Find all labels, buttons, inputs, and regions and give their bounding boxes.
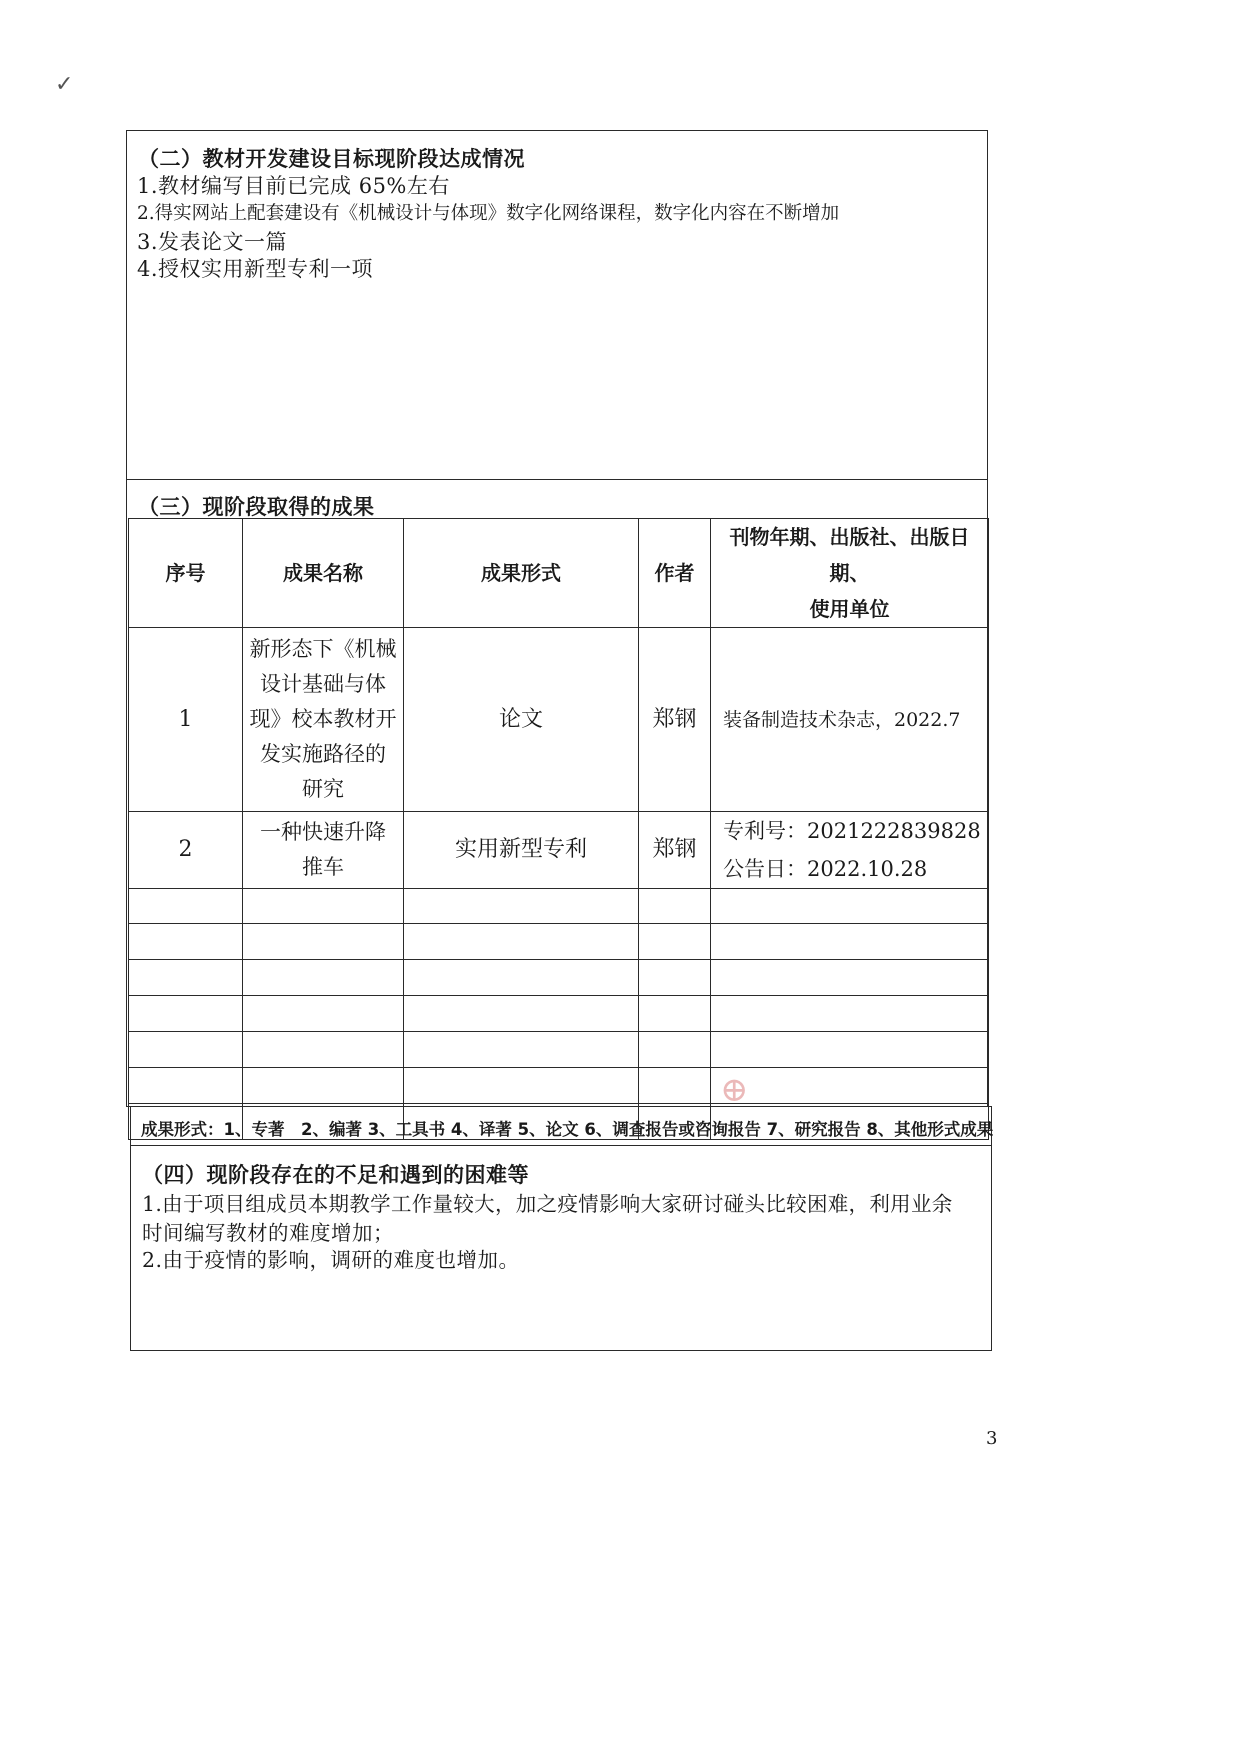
row1-author: 郑钢 [639, 628, 711, 812]
empty-row [129, 1032, 989, 1068]
results-table [128, 518, 989, 1140]
row2-pub-line: 公告日：2022.10.28 [723, 857, 928, 881]
row1-pub [711, 628, 989, 812]
scan-mark: ✓ [55, 72, 74, 97]
empty-row [129, 1068, 989, 1104]
page-number: 3 [986, 1428, 998, 1449]
header-pub [711, 519, 989, 628]
empty-row [129, 996, 989, 1032]
table-header-row [129, 519, 989, 628]
row1-name [243, 628, 404, 812]
header-pub-line1: 刊物年期、出版社、出版日期、 [729, 525, 970, 585]
legend-text: 成果形式：1、专著 2、编著 3、工具书 4、译著 5、论文 6、调查报告或咨询报告 7、研究报告 8、其他形式成果 [141, 1120, 994, 1139]
table-row [129, 628, 989, 812]
row1-name-line: 设计基础与体 [260, 672, 386, 696]
section4-title: （四）现阶段存在的不足和遇到的困难等 [142, 1163, 529, 1187]
row2-pub [711, 812, 989, 889]
row2-pub-line: 专利号：2021222839828 [723, 819, 981, 843]
row1-form: 论文 [404, 628, 639, 812]
empty-row [129, 960, 989, 996]
header-author: 作者 [639, 519, 711, 628]
table-row [129, 812, 989, 889]
header-name: 成果名称 [243, 519, 404, 628]
header-no: 序号 [129, 519, 243, 628]
empty-row [129, 889, 989, 924]
row1-name-line: 新形态下《机械 [249, 637, 397, 661]
row1-name-line: 发实施路径的 [260, 742, 386, 766]
seal-stamp: ⊕ [720, 1070, 749, 1110]
section2-item-3: 3.发表论文一篇 [137, 230, 288, 254]
section3-title: （三）现阶段取得的成果 [138, 495, 375, 519]
row2-no: 2 [129, 812, 243, 889]
row1-name-line: 研究 [302, 777, 344, 801]
section4-item-1-cont: 时间编写教材的难度增加； [142, 1221, 394, 1245]
section2-item-2: 2.得实网站上配套建设有《机械设计与体现》数字化网络课程，数字化内容在不断增加 [137, 203, 840, 224]
row1-pub-line: 装备制造技术杂志，2022.7 [723, 708, 961, 731]
section4-item-2: 2.由于疫情的影响，调研的难度也增加。 [142, 1248, 520, 1272]
empty-row [129, 924, 989, 960]
section2-item-1: 1.教材编写目前已完成 65%左右 [137, 174, 450, 198]
row2-name-line: 推车 [302, 855, 344, 879]
row2-name [243, 812, 404, 889]
row2-name-line: 一种快速升降 [260, 820, 386, 844]
section4-item-1: 1.由于项目组成员本期教学工作量较大，加之疫情影响大家研讨碰头比较困难，利用业余 [142, 1192, 953, 1216]
row2-author: 郑钢 [639, 812, 711, 889]
header-pub-line2: 使用单位 [809, 597, 890, 621]
row1-no: 1 [129, 628, 243, 812]
header-form: 成果形式 [404, 519, 639, 628]
section2-item-4: 4.授权实用新型专利一项 [137, 257, 374, 281]
row1-name-line: 现》校本教材开 [249, 707, 397, 731]
row2-form: 实用新型专利 [404, 812, 639, 889]
section2-title: （二）教材开发建设目标现阶段达成情况 [138, 147, 525, 171]
